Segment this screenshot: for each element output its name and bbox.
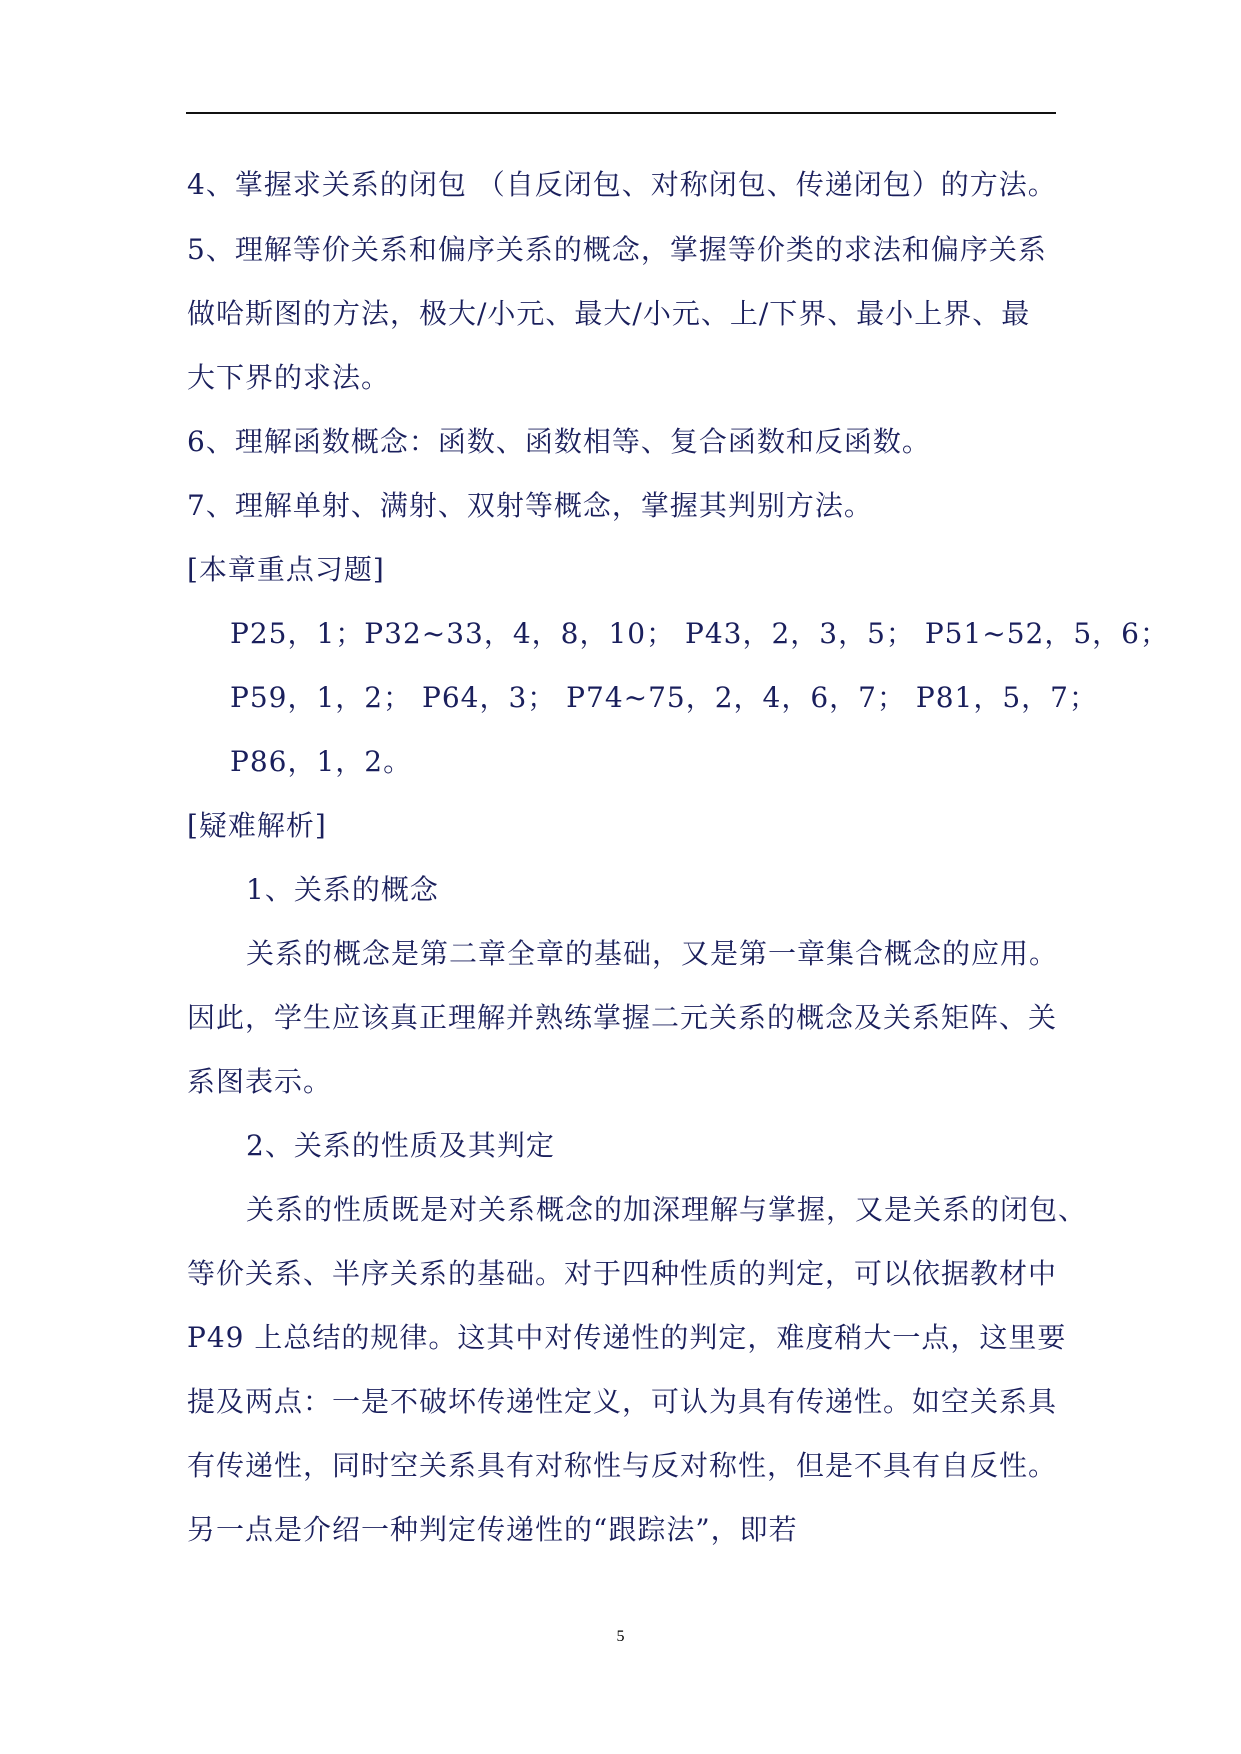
exercises-heading: [本章重点习题] xyxy=(187,553,385,586)
objective-item-4: 4、掌握求关系的闭包 （自反闭包、对称闭包、传递闭包）的方法。 xyxy=(187,168,1057,201)
objective-item-5-line-2: 做哈斯图的方法，极大/小元、最大/小元、上/下界、最小上界、最 xyxy=(187,297,1031,330)
objective-item-5-line-3: 大下界的求法。 xyxy=(187,361,391,394)
analysis-heading: [疑难解析] xyxy=(187,809,327,842)
section-1-paragraph-line-3: 系图表示。 xyxy=(187,1065,333,1098)
exercises-line-3: P86，1，2。 xyxy=(230,745,413,778)
section-1-paragraph-line-1: 关系的概念是第二章全章的基础，又是第一章集合概念的应用。 xyxy=(246,937,1059,970)
page-number: 5 xyxy=(616,1628,625,1645)
section-2-paragraph-line-4: 提及两点：一是不破坏传递性定义，可认为具有传递性。如空关系具 xyxy=(187,1385,1058,1418)
section-2-paragraph-line-1: 关系的性质既是对关系概念的加深理解与掌握，又是关系的闭包、 xyxy=(246,1193,1088,1226)
exercises-line-2: P59，1，2； P64，3； P74~75，2，4，6，7； P81，5，7； xyxy=(230,681,1098,714)
section-1-title: 1、关系的概念 xyxy=(246,873,439,906)
objective-item-6: 6、理解函数概念：函数、函数相等、复合函数和反函数。 xyxy=(187,425,931,458)
exercises-line-1: P25，1；P32~33，4，8，10； P43，2，3，5； P51~52，5，6； xyxy=(230,617,1170,650)
objective-item-7: 7、理解单射、满射、双射等概念，掌握其判别方法。 xyxy=(187,489,873,522)
section-2-title: 2、关系的性质及其判定 xyxy=(246,1129,555,1162)
section-1-paragraph-line-2: 因此，学生应该真正理解并熟练掌握二元关系的概念及关系矩阵、关 xyxy=(187,1001,1058,1034)
section-2-paragraph-line-3: P49 上总结的规律。这其中对传递性的判定，难度稍大一点，这里要 xyxy=(187,1321,1067,1354)
section-2-paragraph-line-2: 等价关系、半序关系的基础。对于四种性质的判定，可以依据教材中 xyxy=(187,1257,1058,1290)
objective-item-5-line-1: 5、理解等价关系和偏序关系的概念，掌握等价类的求法和偏序关系 xyxy=(187,233,1047,266)
section-2-paragraph-line-5: 有传递性，同时空关系具有对称性与反对称性，但是不具有自反性。 xyxy=(187,1449,1058,1482)
section-2-paragraph-line-6: 另一点是介绍一种判定传递性的“跟踪法”，即若 xyxy=(187,1513,798,1546)
header-rule xyxy=(186,112,1056,114)
